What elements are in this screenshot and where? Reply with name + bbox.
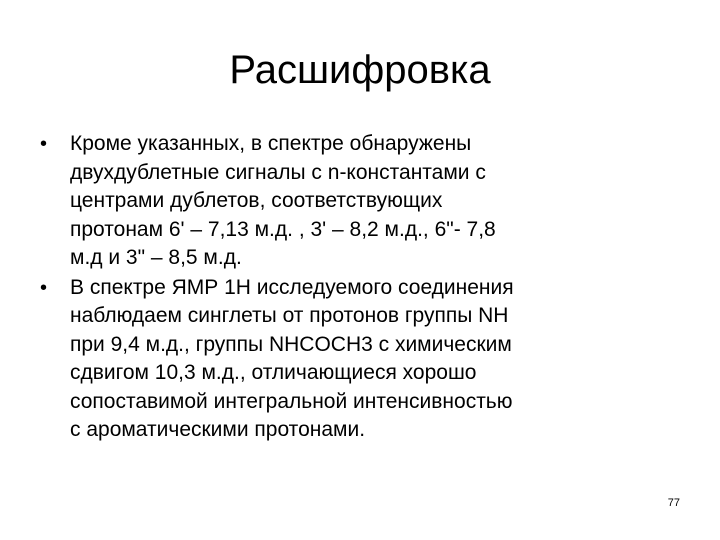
bullet-line: В спектре ЯМР 1Н исследуемого соединения — [70, 275, 514, 299]
bullet-line: сопоставимой интегральной интенсивностью — [70, 389, 513, 413]
bullet-line: с ароматическими протонами. — [70, 418, 366, 441]
bullet-line: при 9,4 м.д., группы NHCOCH3 с химическим — [70, 332, 512, 356]
bullet-line: протонам 6' – 7,13 м.д. , 3' – 8,2 м.д., 6"- 7,8 — [70, 217, 496, 241]
bullet-line: Кроме указанных, в спектре обнаружены — [70, 132, 472, 155]
bullet-line: двухдублетные сигналы с n-константами с — [70, 160, 486, 184]
bullet-line: центрами дублетов, соответствующих — [70, 189, 443, 212]
bullet-item — [40, 274, 680, 445]
bullet-marker-icon: • — [40, 276, 48, 299]
bullet-line: наблюдаем синглеты от протонов группы NH — [70, 304, 509, 327]
bullet-marker-icon: • — [40, 133, 48, 155]
bullet-list — [40, 130, 680, 445]
bullet-item — [40, 130, 680, 273]
bullet-line: сдвигом 10,3 м.д., отличающиеся хорошо — [70, 361, 477, 384]
page-number: 77 — [667, 497, 680, 509]
bullet-line: м.д и 3" – 8,5 м.д. — [70, 246, 242, 269]
slide-title: Расшифровка — [229, 48, 491, 92]
